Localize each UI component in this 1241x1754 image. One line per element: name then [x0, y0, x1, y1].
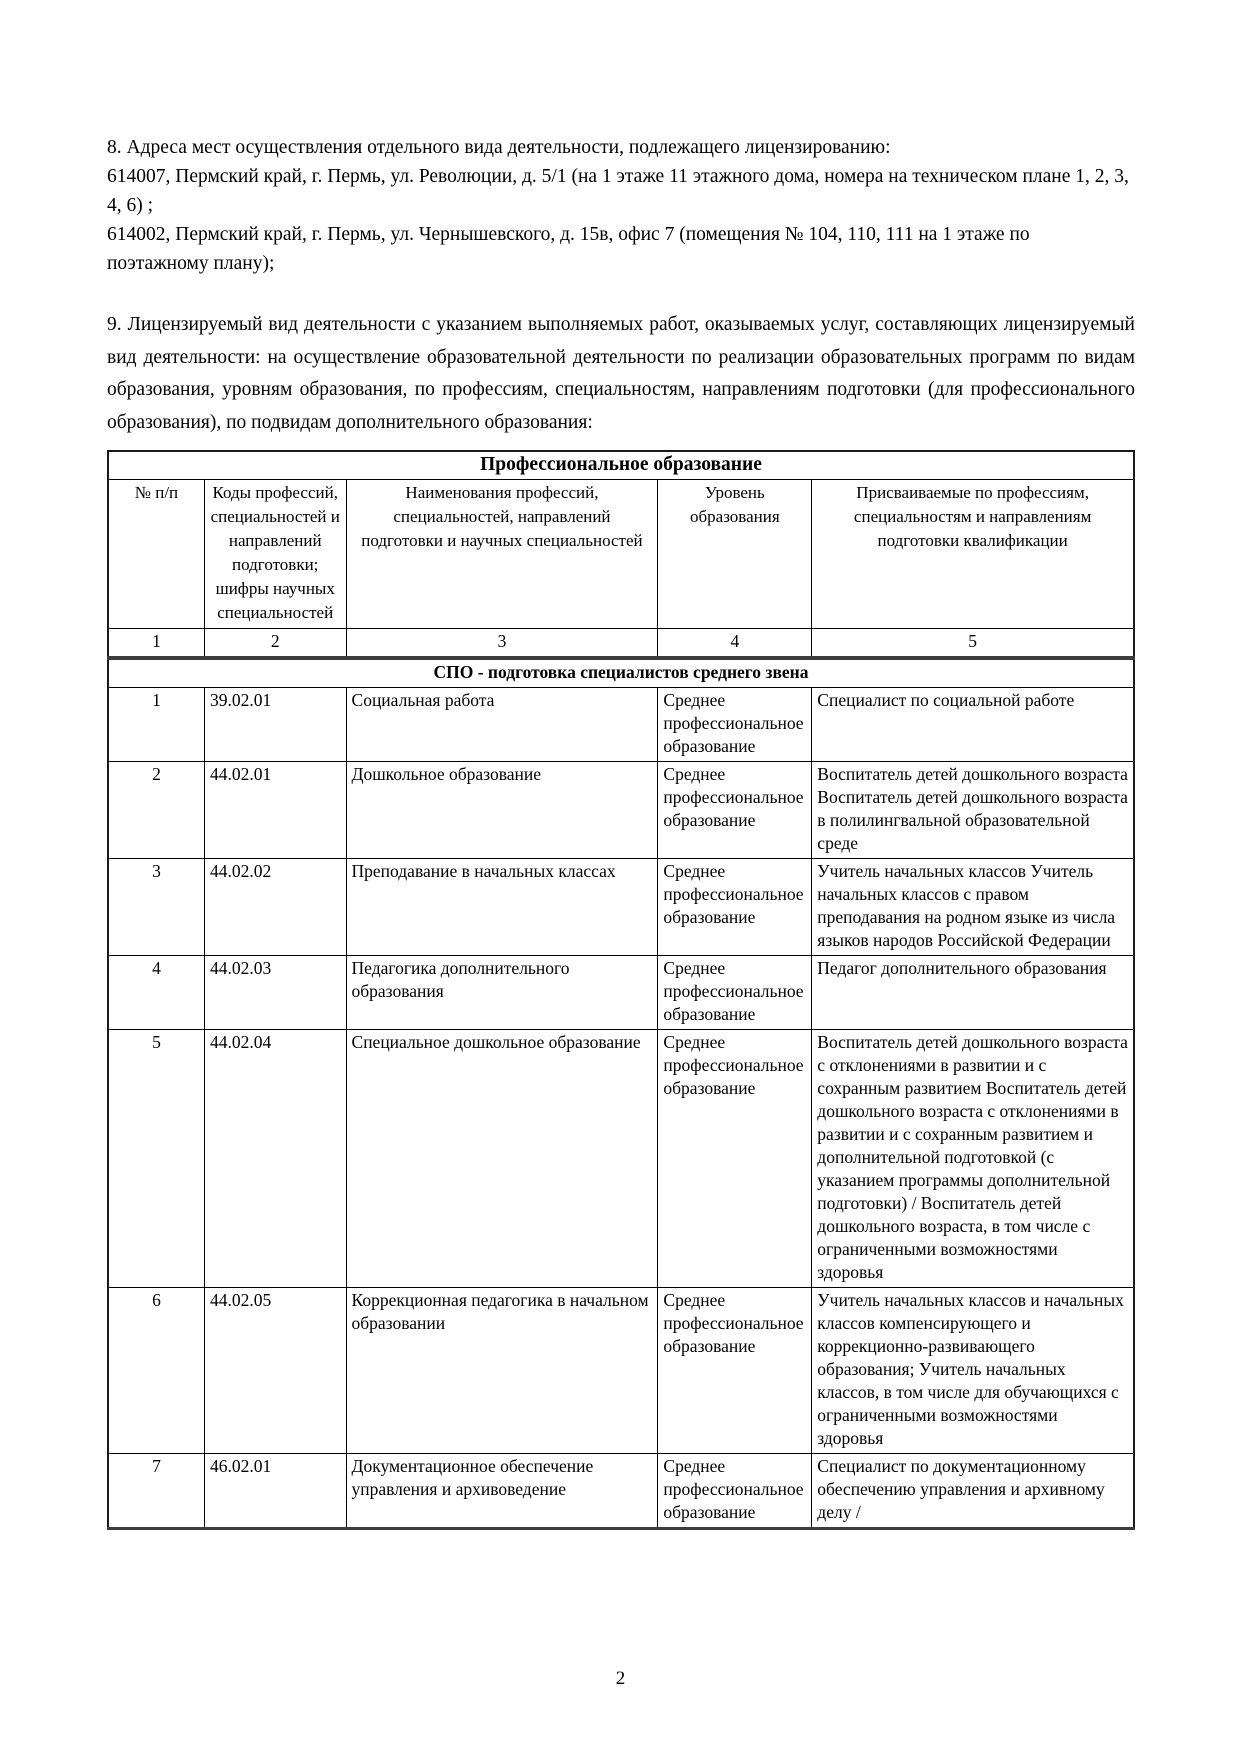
column-header-codes: Коды профессий, специальностей и направлений подготовки; шифры научных специальностей: [204, 480, 346, 629]
row-number: 3: [108, 859, 204, 956]
table-row: [108, 859, 1134, 956]
row-name: Специальное дошкольное образование: [346, 1030, 658, 1288]
row-level: Среднее профессиональное образование: [658, 859, 812, 956]
row-number: 4: [108, 956, 204, 1030]
row-name: Социальная работа: [346, 688, 658, 762]
row-number: 7: [108, 1454, 204, 1529]
row-name: Педагогика дополнительного образования: [346, 956, 658, 1030]
table-row: [108, 1030, 1134, 1288]
column-number-5: 5: [812, 629, 1134, 659]
paragraph-9-licensed-activity: 9. Лицензируемый вид деятельности с указанием выполняемых работ, оказываемых услуг, составляющих лицензируемый вид деятельности: на осуществление образовательной деятельности по реализации образовательных программ по видам образования, уровням образования, по профессиям, специальностям, направлениям подготовки (для профессионального образования), по подвидам дополнительного образования:: [107, 314, 1135, 433]
section-header-row: [108, 658, 1134, 688]
row-number: 5: [108, 1030, 204, 1288]
professional-education-table: [107, 450, 1135, 1530]
row-level: Среднее профессиональное образование: [658, 762, 812, 859]
paragraph-8-line-3: 614002, Пермский край, г. Пермь, ул. Чернышевского, д. 15в, офис 7 (помещения № 104, 110, 111 на 1 этаже по поэтажному плану);: [107, 224, 1030, 274]
row-name: Преподавание в начальных классах: [346, 859, 658, 956]
row-qualification: Учитель начальных классов Учитель начальных классов с правом преподавания на родном языке из числа языков народов Российской Федерации: [812, 859, 1134, 956]
paragraph-8-line-1: 8. Адреса мест осуществления отдельного вида деятельности, подлежащего лицензированию:: [107, 137, 891, 158]
column-number-1: 1: [108, 629, 204, 659]
page-number: 2: [615, 1668, 626, 1689]
table-row: [108, 956, 1134, 1030]
table-title-row: [108, 451, 1134, 480]
table-header-row: [108, 480, 1134, 629]
column-number-2: 2: [204, 629, 346, 659]
table-row: [108, 762, 1134, 859]
row-qualification: Учитель начальных классов и начальных классов компенсирующего и коррекционно-развивающего образования; Учитель начальных классов, в том числе для обучающихся с ограниченными возможностями здоровья: [812, 1288, 1134, 1454]
table-row: [108, 1454, 1134, 1529]
table-row: [108, 1288, 1134, 1454]
table-row: [108, 688, 1134, 762]
row-code: 39.02.01: [204, 688, 346, 762]
row-level: Среднее профессиональное образование: [658, 688, 812, 762]
row-code: 44.02.03: [204, 956, 346, 1030]
column-numbers-row: [108, 629, 1134, 659]
row-qualification: Воспитатель детей дошкольного возраста Воспитатель детей дошкольного возраста в полилингвальной образовательной среде: [812, 762, 1134, 859]
column-header-level: Уровень образования: [658, 480, 812, 629]
row-level: Среднее профессиональное образование: [658, 1030, 812, 1288]
row-qualification: Специалист по документационному обеспечению управления и архивному делу /: [812, 1454, 1134, 1529]
row-name: Дошкольное образование: [346, 762, 658, 859]
row-code: 44.02.02: [204, 859, 346, 956]
paragraph-8-line-2: 614007, Пермский край, г. Пермь, ул. Революции, д. 5/1 (на 1 этаже 11 этажного дома, номера на техническом плане 1, 2, 3, 4, 6) ;: [107, 166, 1129, 216]
row-qualification: Воспитатель детей дошкольного возраста с отклонениями в развитии и с сохранным развитием Воспитатель детей дошкольного возраста с отклонениями в развитии и с сохранным развитием и дополнительной подготовкой (с указанием программы дополнительной подготовки) / Воспитатель детей дошкольного возраста, в том числе с ограниченными возможностями здоровья: [812, 1030, 1134, 1288]
table-title: Профессиональное образование: [108, 451, 1134, 480]
row-number: 2: [108, 762, 204, 859]
row-code: 44.02.01: [204, 762, 346, 859]
section-header-spo: СПО - подготовка специалистов среднего звена: [108, 658, 1134, 688]
row-level: Среднее профессиональное образование: [658, 1454, 812, 1529]
column-number-4: 4: [658, 629, 812, 659]
row-level: Среднее профессиональное образование: [658, 956, 812, 1030]
row-level: Среднее профессиональное образование: [658, 1288, 812, 1454]
row-qualification: Специалист по социальной работе: [812, 688, 1134, 762]
paragraph-8-addresses: [107, 133, 1135, 278]
row-code: 44.02.05: [204, 1288, 346, 1454]
column-header-names: Наименования профессий, специальностей, направлений подготовки и научных специальностей: [346, 480, 658, 629]
column-header-number: № п/п: [108, 480, 204, 629]
column-header-qualification: Присваиваемые по профессиям, специальностям и направлениям подготовки квалификации: [812, 480, 1134, 629]
row-qualification: Педагог дополнительного образования: [812, 956, 1134, 1030]
column-number-3: 3: [346, 629, 658, 659]
row-number: 6: [108, 1288, 204, 1454]
row-number: 1: [108, 688, 204, 762]
row-name: Документационное обеспечение управления и архивоведение: [346, 1454, 658, 1529]
row-code: 44.02.04: [204, 1030, 346, 1288]
page-content: [107, 0, 1135, 1530]
row-name: Коррекционная педагогика в начальном образовании: [346, 1288, 658, 1454]
row-code: 46.02.01: [204, 1454, 346, 1529]
